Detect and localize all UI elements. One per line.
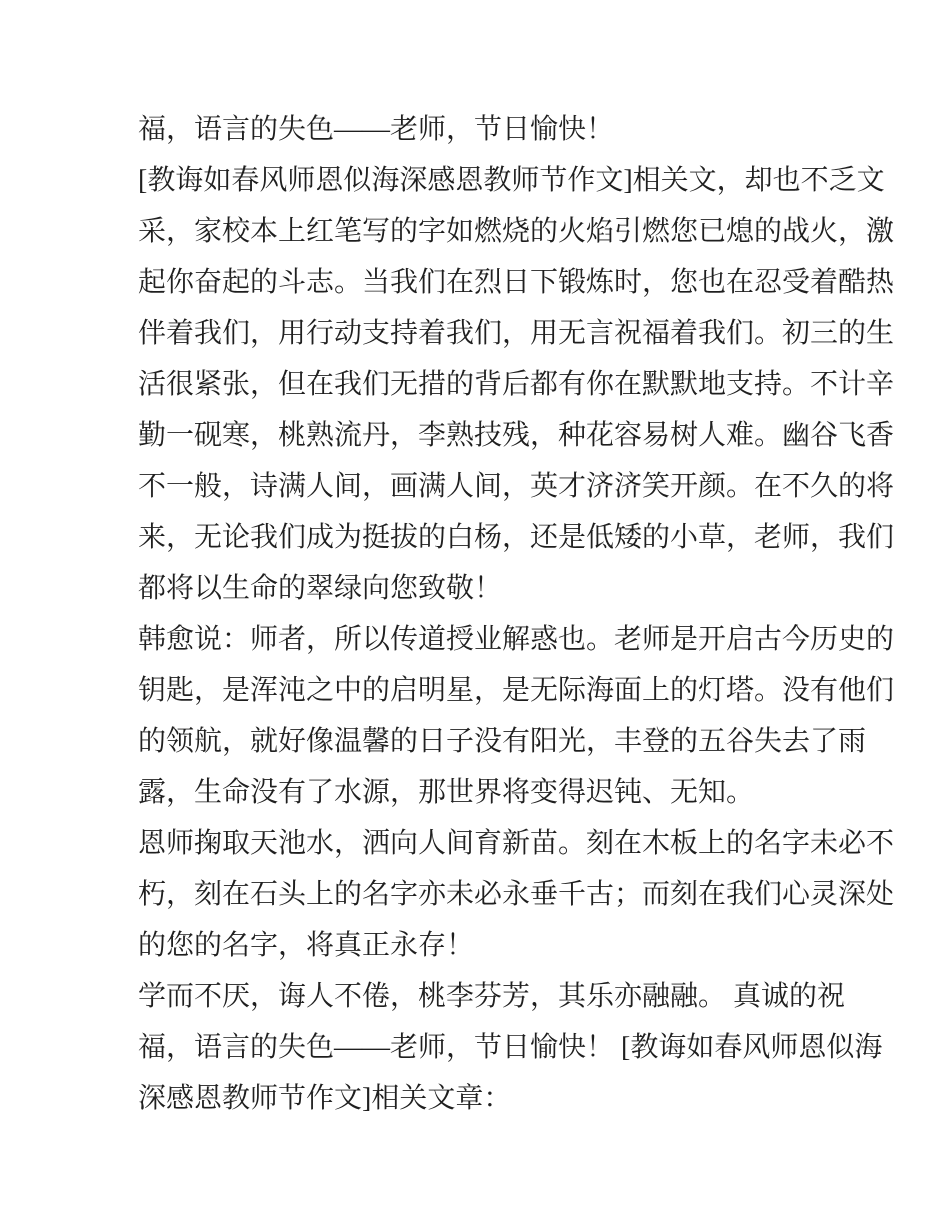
text-line: 韩愈说：师者，所以传道授业解惑也。老师是开启古今历史的 [138,624,895,655]
text-line: 都将以生命的翠绿向您致敬！ [138,573,503,604]
text-line: 露，生命没有了水源，那世界将变得迟钝、无知。 [138,777,755,808]
text-line: 活很紧张，但在我们无措的背后都有你在默默地支持。不计辛 [138,369,895,400]
text-line: 的领航，就好像温馨的日子没有阳光，丰登的五谷失去了雨 [138,726,867,757]
text-line: 来，无论我们成为挺拔的白杨，还是低矮的小草，老师，我们 [138,522,895,553]
text-line: 钥匙，是浑沌之中的启明星，是无际海面上的灯塔。没有他们 [138,675,895,706]
text-line: 恩师掬取天池水，洒向人间育新苗。刻在木板上的名字未必不 [138,828,895,859]
text-line: [教诲如春风师恩似海深感恩教师节作文]相关文，却也不乏文 [138,165,885,196]
text-line: 学而不厌，诲人不倦，桃李芬芳，其乐亦融融。 真诚的祝 [138,981,846,1012]
text-line: 起你奋起的斗志。当我们在烈日下锻炼时，您也在忍受着酷热 [138,267,895,298]
text-line: 采，家校本上红笔写的字如燃烧的火焰引燃您已熄的战火，激 [138,216,895,247]
text-line: 的您的名字，将真正永存！ [138,930,475,961]
text-line: 伴着我们，用行动支持着我们，用无言祝福着我们。初三的生 [138,318,895,349]
text-line: 勤一砚寒，桃熟流丹，李熟技残，种花容易树人难。幽谷飞香 [138,420,895,451]
essay-text-block [138,104,898,1124]
text-line: 深感恩教师节作文]相关文章： [138,1083,512,1114]
text-line: 福，语言的失色——老师，节日愉快！ [教诲如春风师恩似海 [138,1032,883,1063]
text-line: 朽，刻在石头上的名字亦未必永垂千古；而刻在我们心灵深处 [138,879,895,910]
text-line: 福，语言的失色——老师，节日愉快！ [138,114,615,145]
text-line: 不一般，诗满人间，画满人间，英才济济笑开颜。在不久的将 [138,471,895,502]
